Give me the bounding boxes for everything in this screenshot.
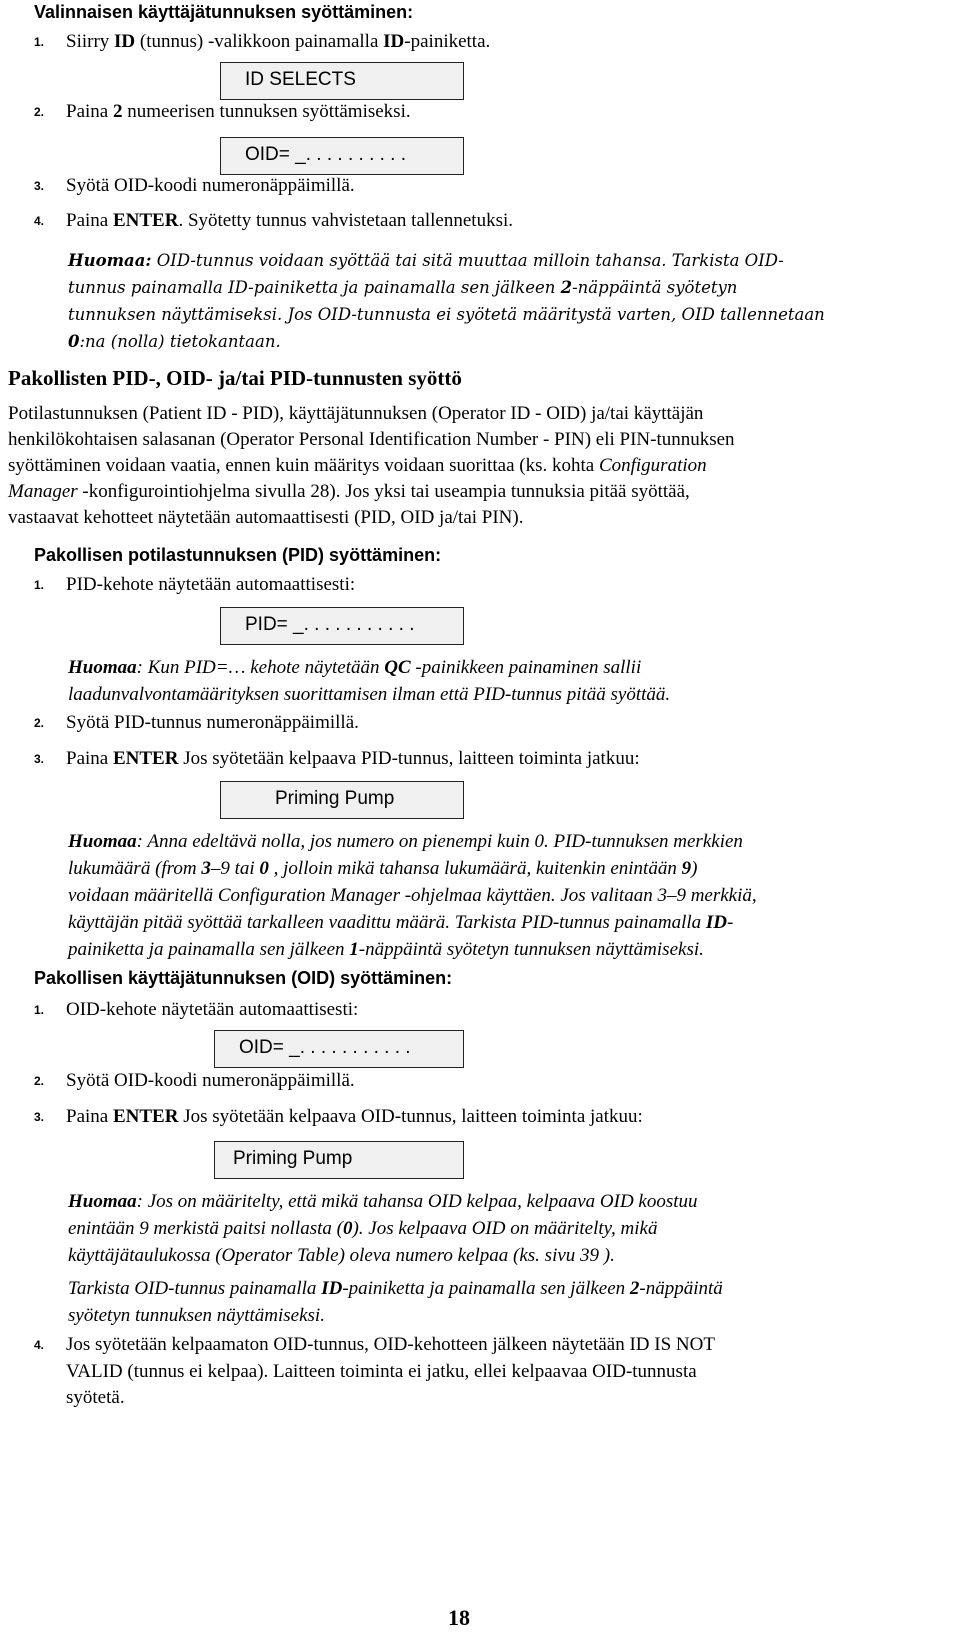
step-3-oid: 3. Paina ENTER Jos syötetään kelpaava OID-tunnus, laitteen toiminta jatkuu: xyxy=(34,1106,643,1127)
display-oid-prompt: OID= _. . . . . . . . . . xyxy=(220,137,464,175)
step-4-optional: 4. Paina ENTER. Syötetty tunnus vahvistetaan tallennetuksi. xyxy=(34,210,513,231)
step-number: 4. xyxy=(34,1338,45,1352)
note-pid-length: Huomaa: Anna edeltävä nolla, jos numero on pienempi kuin 0. PID-tunnuksen merkkien lukumäärä (from 3–9 tai 0 , jolloin mikä tahansa lukumäärä, kuitenkin enintään 9) voidaan määritellä Configuration Manager -ohjelmaa käyttäen. Jos valitaan 3–9 merkkiä, käyttäjän pitää syöttää tarkalleen vaadittu määrä. Tarkista PID-tunnus painamalla ID- painiketta ja painamalla sen jälkeen 1-näppäintä syötetyn tunnuksen näyttämiseksi. xyxy=(68,831,757,960)
step-3-optional: 3. Syötä OID-koodi numeronäppäimillä. xyxy=(34,175,355,196)
page-number: 18 xyxy=(448,1605,470,1630)
section-heading-optional-oid: Valinnaisen käyttäjätunnuksen syöttäminen: xyxy=(34,2,414,22)
paragraph-required-ids: Potilastunnuksen (Patient ID - PID), käyttäjätunnuksen (Operator ID - OID) ja/tai käyttäjän henkilökohtaisen salasanan (Operator Personal Identification Number - PIN) eli PIN-tunnuksen syöttäminen voidaan vaatia, ennen kuin määritys voidaan suorittaa (ks. kohta Configuration Manager -konfigurointiohjelma sivulla 28). Jos yksi tai useampia tunnuksia pitää syöttää, vastaavat kehotteet näytetään automaattisesti (PID, OID ja/tai PIN). xyxy=(8,403,735,528)
step-4-oid-invalid: 4. Jos syötetään kelpaamaton OID-tunnus, OID-kehotteen jälkeen näytetään ID IS NOT VALID (tunnus ei kelpaa). Laitteen toiminta ei jatku, ellei kelpaavaa OID-tunnusta syötetä. xyxy=(34,1334,715,1408)
display-priming-pump-pid: Priming Pump xyxy=(220,781,464,819)
step-2-oid: 2. Syötä OID-koodi numeronäppäimillä. xyxy=(34,1070,355,1091)
step-number: 2. xyxy=(34,105,45,119)
step-1-pid: 1. PID-kehote näytetään automaattisesti: xyxy=(34,574,356,595)
step-3-pid: 3. Paina ENTER Jos syötetään kelpaava PID-tunnus, laitteen toiminta jatkuu: xyxy=(34,748,640,769)
step-number: 1. xyxy=(34,578,45,592)
step-number: 3. xyxy=(34,752,45,766)
note-optional-oid: Huomaa: OID-tunnus voidaan syöttää tai sitä muuttaa milloin tahansa. Tarkista OID- tunnus painamalla ID-painiketta ja painamalla sen jälkeen 2-näppäintä syötetyn tunnuksen näyttämiseksi. Jos OID-tunnusta ei syötetä määritystä varten, OID tallennetaan 0:na (nolla) tietokantaan. xyxy=(68,251,825,351)
section-heading-required-oid: Pakollisen käyttäjätunnuksen (OID) syöttäminen: xyxy=(34,968,453,988)
step-2-pid: 2. Syötä PID-tunnus numeronäppäimillä. xyxy=(34,712,359,733)
note-oid-valid: Huomaa: Jos on määritelty, että mikä tahansa OID kelpaa, kelpaava OID koostuu enintään 9 merkistä paitsi nollasta (0). Jos kelpaava OID on määritelty, mikä käyttäjätaulukossa (Operator Table) oleva numero kelpaa (ks. sivu 39 ). Tarkista OID-tunnus painamalla ID-painiketta ja painamalla sen jälkeen 2-näppäintä syötetyn tunnuksen näyttämiseksi. xyxy=(68,1191,723,1326)
display-oid-prompt-required: OID= _. . . . . . . . . . . xyxy=(214,1030,464,1068)
step-2-optional: 2. Paina 2 numeerisen tunnuksen syöttämiseksi. xyxy=(34,101,411,122)
step-number: 4. xyxy=(34,214,45,228)
display-priming-pump-oid: Priming Pump xyxy=(214,1141,464,1179)
step-number: 2. xyxy=(34,716,45,730)
step-number: 1. xyxy=(34,1003,45,1017)
step-1-optional: 1. Siirry ID (tunnus) -valikkoon painamalla ID-painiketta. xyxy=(34,31,491,52)
section-heading-required-ids: Pakollisten PID-, OID- ja/tai PID-tunnusten syöttö xyxy=(8,366,462,390)
display-pid-prompt: PID= _. . . . . . . . . . . xyxy=(220,607,464,645)
step-number: 2. xyxy=(34,1074,45,1088)
step-number: 1. xyxy=(34,35,45,49)
section-heading-required-pid: Pakollisen potilastunnuksen (PID) syöttäminen: xyxy=(34,545,442,565)
step-number: 3. xyxy=(34,1110,45,1124)
step-1-oid: 1. OID-kehote näytetään automaattisesti: xyxy=(34,999,359,1020)
display-id-selects: ID SELECTS xyxy=(220,62,464,100)
note-pid-qc: Huomaa: Kun PID=… kehote näytetään QC -painikkeen painaminen sallii laadunvalvontamäärityksen suorittamisen ilman että PID-tunnus pitää syöttää. xyxy=(68,657,671,705)
step-number: 3. xyxy=(34,179,45,193)
